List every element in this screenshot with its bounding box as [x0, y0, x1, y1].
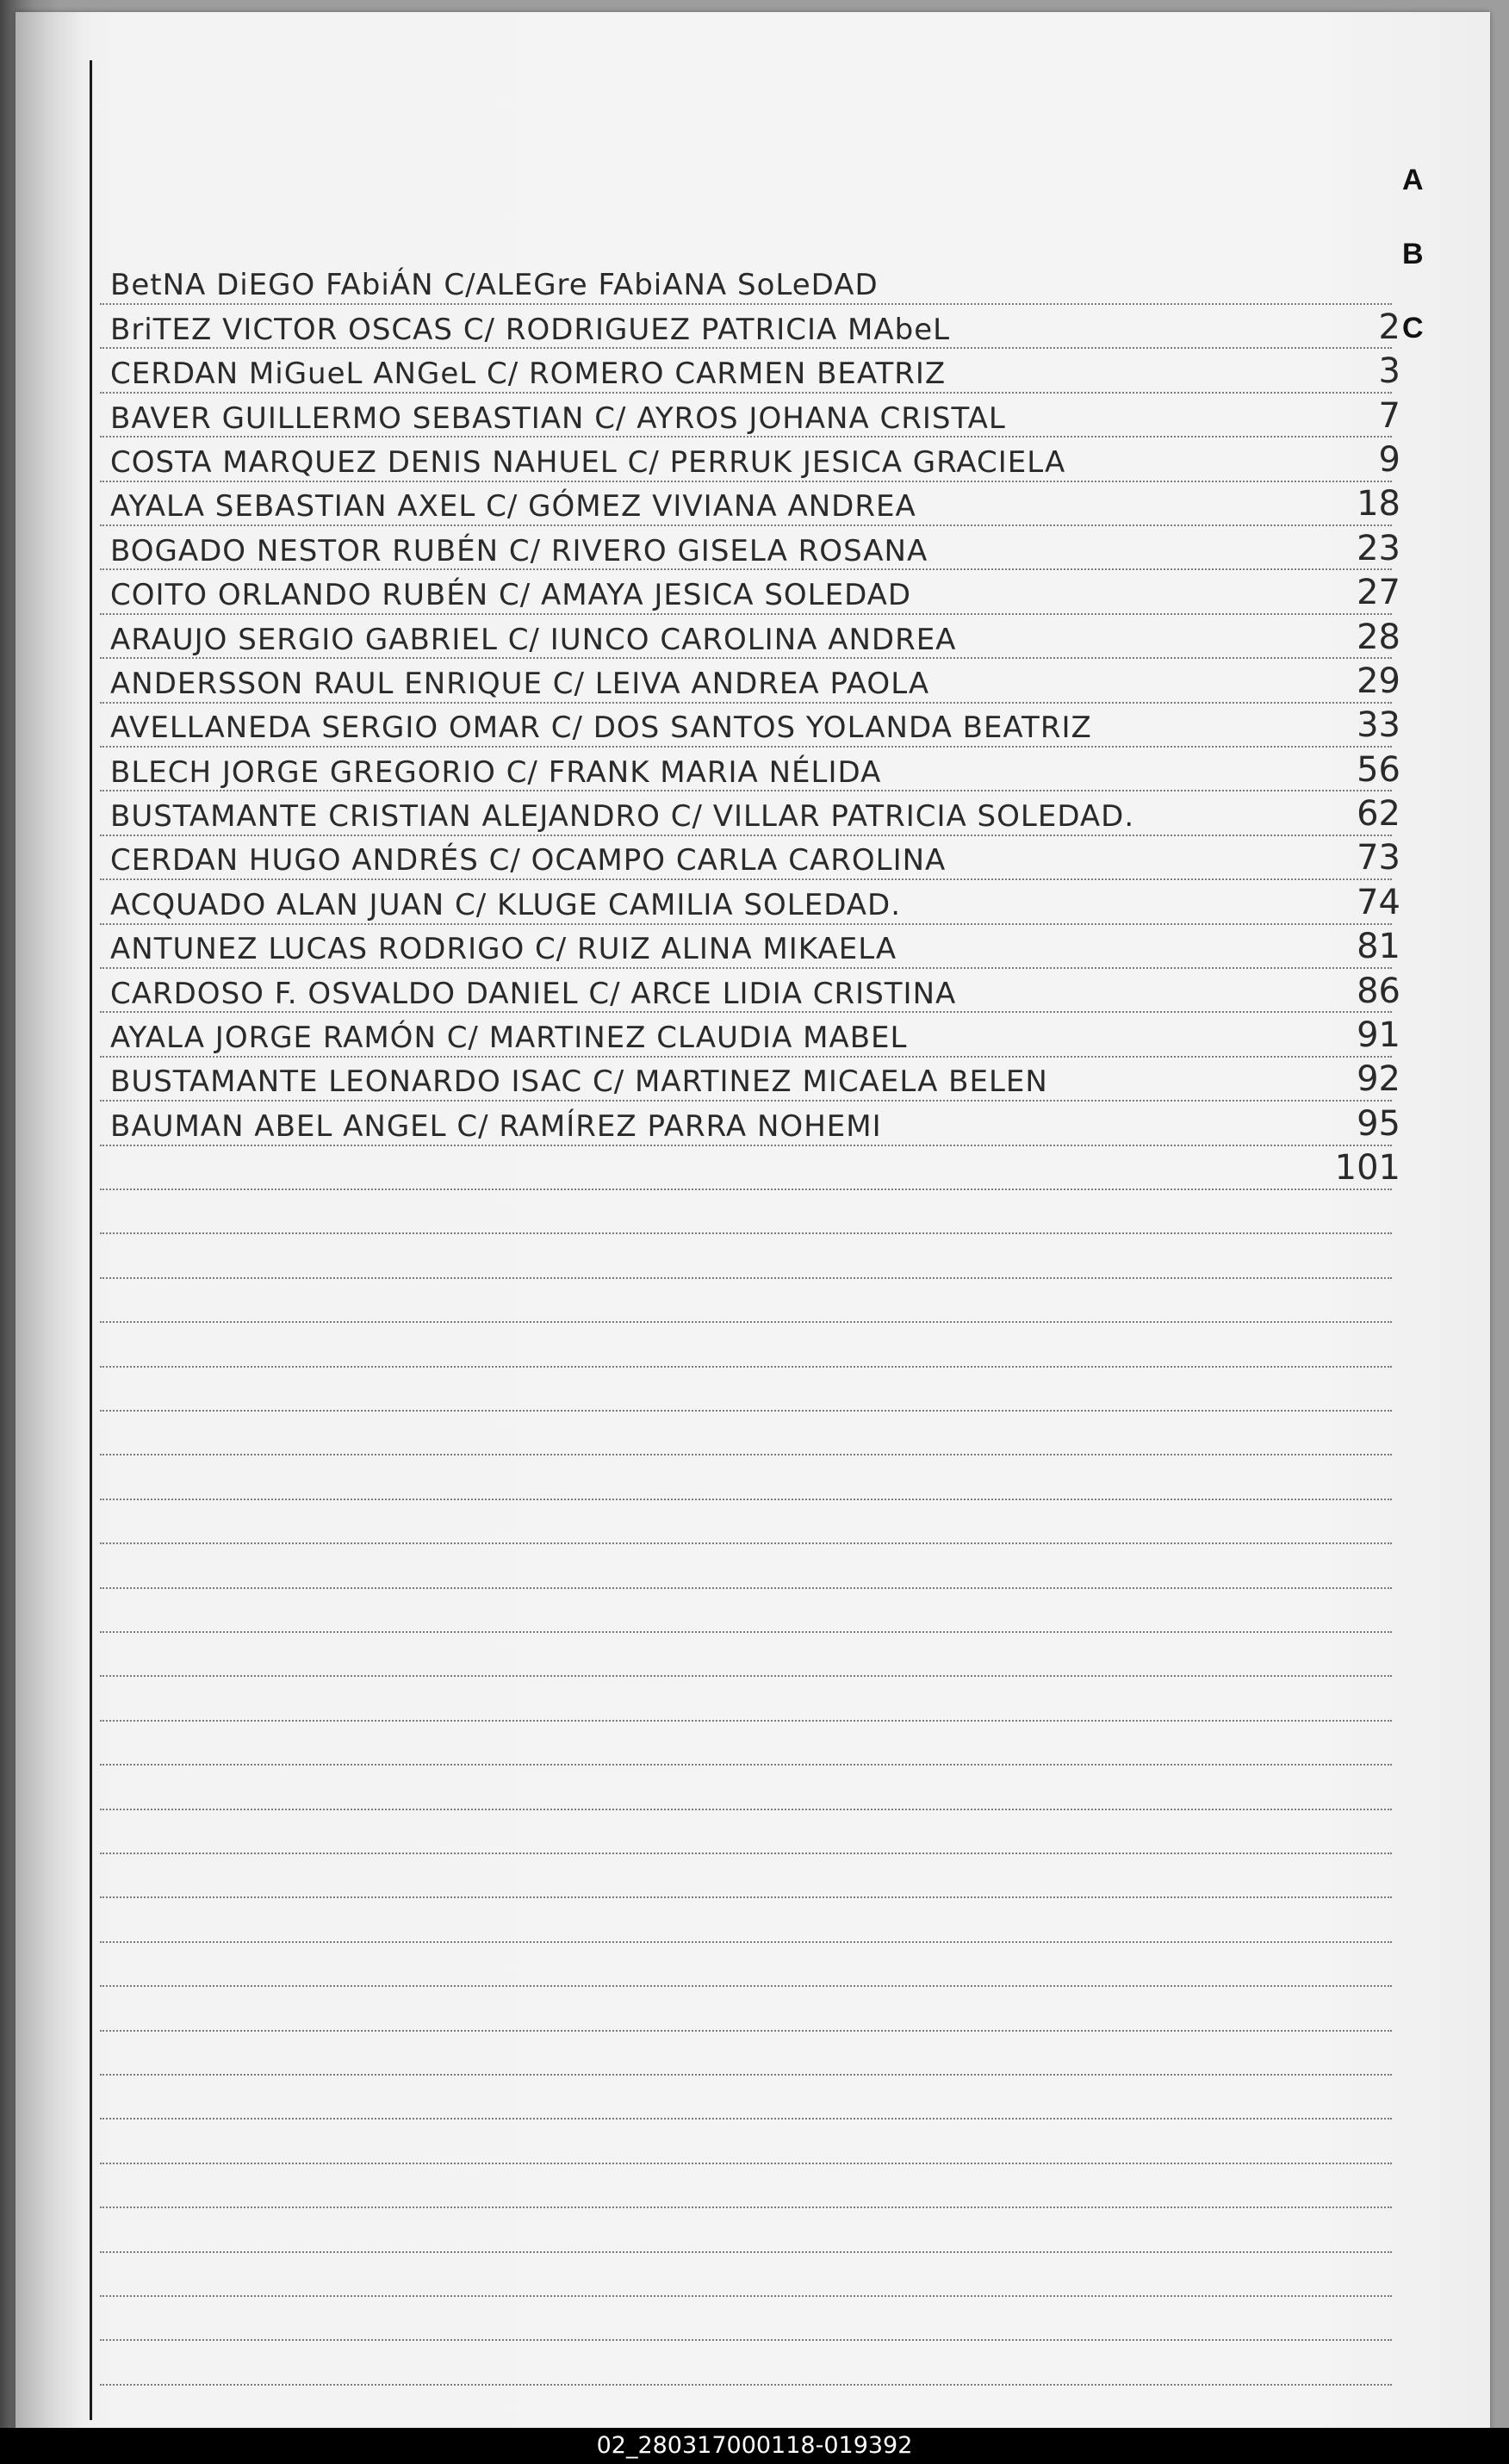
entry-names: ANDERSSON RAUL ENRIQUE C/ LEIVA ANDREA PAOLA — [110, 666, 930, 701]
entry-names: BAVER GUILLERMO SEBASTIAN C/ AYROS JOHANA CRISTAL — [110, 400, 1006, 436]
entry-row — [110, 527, 1402, 571]
ruled-line — [100, 1232, 1392, 1234]
entry-names: AYALA JORGE RAMÓN C/ MARTINEZ CLAUDIA MABEL — [110, 1021, 908, 1056]
entry-page-number: 2 — [1378, 307, 1400, 347]
entry-page-number: 9 — [1378, 439, 1400, 480]
entry-row — [110, 572, 1402, 616]
entry-row — [110, 748, 1402, 792]
entry-row — [110, 306, 1402, 350]
entry-names: ACQUADO ALAN JUAN C/ KLUGE CAMILIA SOLEDAD. — [110, 887, 902, 922]
spine-shadow — [16, 12, 84, 2432]
entry-row — [110, 1058, 1402, 1102]
ruled-line — [100, 1985, 1392, 1987]
ruled-line — [100, 2295, 1392, 2297]
entry-names: BUSTAMANTE CRISTIAN ALEJANDRO C/ VILLAR PATRICIA SOLEDAD. — [110, 799, 1135, 835]
entry-row — [110, 1147, 1402, 1191]
entry-row — [110, 1102, 1402, 1146]
entry-row — [110, 661, 1402, 704]
entry-names: CARDOSO F. OSVALDO DANIEL C/ ARCE LIDIA CRISTINA — [110, 976, 957, 1011]
index-tabs — [1402, 163, 1454, 385]
entry-names: BAUMAN ABEL ANGEL C/ RAMÍREZ PARRA NOHEMI — [110, 1108, 882, 1144]
index-letter-c: C — [1402, 312, 1424, 344]
entry-page-number: 27 — [1357, 573, 1400, 613]
entry-page-number: 3 — [1378, 351, 1400, 392]
entry-page-number: 7 — [1378, 395, 1400, 436]
margin-line — [90, 60, 92, 2420]
entry-names: ARAUJO SERGIO GABRIEL C/ IUNCO CAROLINA ANDREA — [110, 622, 957, 657]
entry-names: COSTA MARQUEZ DENIS NAHUEL C/ PERRUK JESICA GRACIELA — [110, 444, 1066, 480]
entry-row — [110, 616, 1402, 660]
notebook-page — [16, 12, 1490, 2432]
entry-names: CERDAN HUGO ANDRÉS C/ OCAMPO CARLA CAROLINA — [110, 843, 947, 878]
entry-row — [110, 262, 1402, 306]
entry-names: BUSTAMANTE LEONARDO ISAC C/ MARTINEZ MICAELA BELEN — [110, 1064, 1048, 1100]
entry-page-number: 18 — [1357, 484, 1400, 524]
ruled-line — [100, 1631, 1392, 1633]
ruled-line — [100, 1853, 1392, 1854]
ruled-line — [100, 2118, 1392, 2120]
entry-page-number: 29 — [1357, 661, 1400, 701]
entry-row — [110, 837, 1402, 881]
index-letter-b: B — [1402, 238, 1424, 270]
ruled-line — [100, 1321, 1392, 1323]
entry-row — [110, 394, 1402, 438]
entry-page-number: 73 — [1357, 838, 1400, 878]
scan-id-label: 02_280317000118-019392 — [596, 2432, 913, 2459]
entry-page-number: 74 — [1357, 882, 1400, 922]
entry-page-number: 86 — [1357, 971, 1400, 1011]
ruled-line — [100, 1675, 1392, 1677]
entry-row — [110, 881, 1402, 925]
handwritten-entries — [110, 262, 1402, 1191]
entry-row — [110, 793, 1402, 837]
entry-page-number: 92 — [1357, 1059, 1400, 1100]
ruled-line — [100, 1941, 1392, 1943]
entry-row — [110, 351, 1402, 394]
ruled-line — [100, 1499, 1392, 1500]
ruled-line — [100, 1764, 1392, 1766]
ruled-line — [100, 2163, 1392, 2164]
entry-names: COITO ORLANDO RUBÉN C/ AMAYA JESICA SOLEDAD — [110, 578, 912, 613]
ruled-line — [100, 1587, 1392, 1589]
entry-row — [110, 1015, 1402, 1058]
ruled-line — [100, 1720, 1392, 1722]
entry-names: BetNA DiEGO FAbiÁN C/ALEGre FAbiANA SoLeDAD — [110, 268, 879, 303]
entry-page-number: 95 — [1357, 1103, 1400, 1144]
ruled-line — [100, 1896, 1392, 1898]
entry-names: BriTEZ VICTOR OSCAS C/ RODRIGUEZ PATRICIA MAbeL — [110, 312, 951, 347]
entry-names: BLECH JORGE GREGORIO C/ FRANK MARIA NÉLIDA — [110, 754, 882, 790]
entry-page-number: 28 — [1357, 617, 1400, 657]
ruled-line — [100, 1809, 1392, 1810]
ruled-line — [100, 2251, 1392, 2253]
scan-id-bar — [0, 2428, 1509, 2464]
entry-row — [110, 483, 1402, 527]
ruled-line — [100, 1542, 1392, 1544]
ruled-line — [100, 2339, 1392, 2341]
entry-page-number: 23 — [1357, 528, 1400, 568]
entry-row — [110, 439, 1402, 483]
ruled-line — [100, 1454, 1392, 1455]
index-letter-a: A — [1402, 164, 1424, 196]
entry-row — [110, 704, 1402, 748]
entry-page-number: 101 — [1334, 1148, 1400, 1189]
ruled-line — [100, 1366, 1392, 1368]
ruled-line — [100, 1410, 1392, 1412]
ruled-line — [100, 2074, 1392, 2076]
entry-names: AVELLANEDA SERGIO OMAR C/ DOS SANTOS YOLANDA BEATRIZ — [110, 711, 1092, 746]
entry-page-number: 91 — [1357, 1015, 1400, 1056]
ruled-line — [100, 1277, 1392, 1279]
entry-page-number: 62 — [1357, 794, 1400, 835]
ruled-line — [100, 2030, 1392, 2032]
ruled-line — [100, 2384, 1392, 2386]
entry-names: CERDAN MiGueL ANGeL C/ ROMERO CARMEN BEATRIZ — [110, 357, 947, 392]
entry-names: AYALA SEBASTIAN AXEL C/ GÓMEZ VIVIANA ANDREA — [110, 489, 916, 524]
entry-page-number: 81 — [1357, 927, 1400, 967]
entry-page-number: 56 — [1357, 749, 1400, 790]
entry-row — [110, 970, 1402, 1014]
entry-names: ANTUNEZ LUCAS RODRIGO C/ RUIZ ALINA MIKAELA — [110, 932, 897, 967]
entry-names: BOGADO NESTOR RUBÉN C/ RIVERO GISELA ROSANA — [110, 533, 928, 568]
entry-page-number: 33 — [1357, 705, 1400, 746]
ruled-line — [100, 2206, 1392, 2208]
entry-row — [110, 926, 1402, 970]
